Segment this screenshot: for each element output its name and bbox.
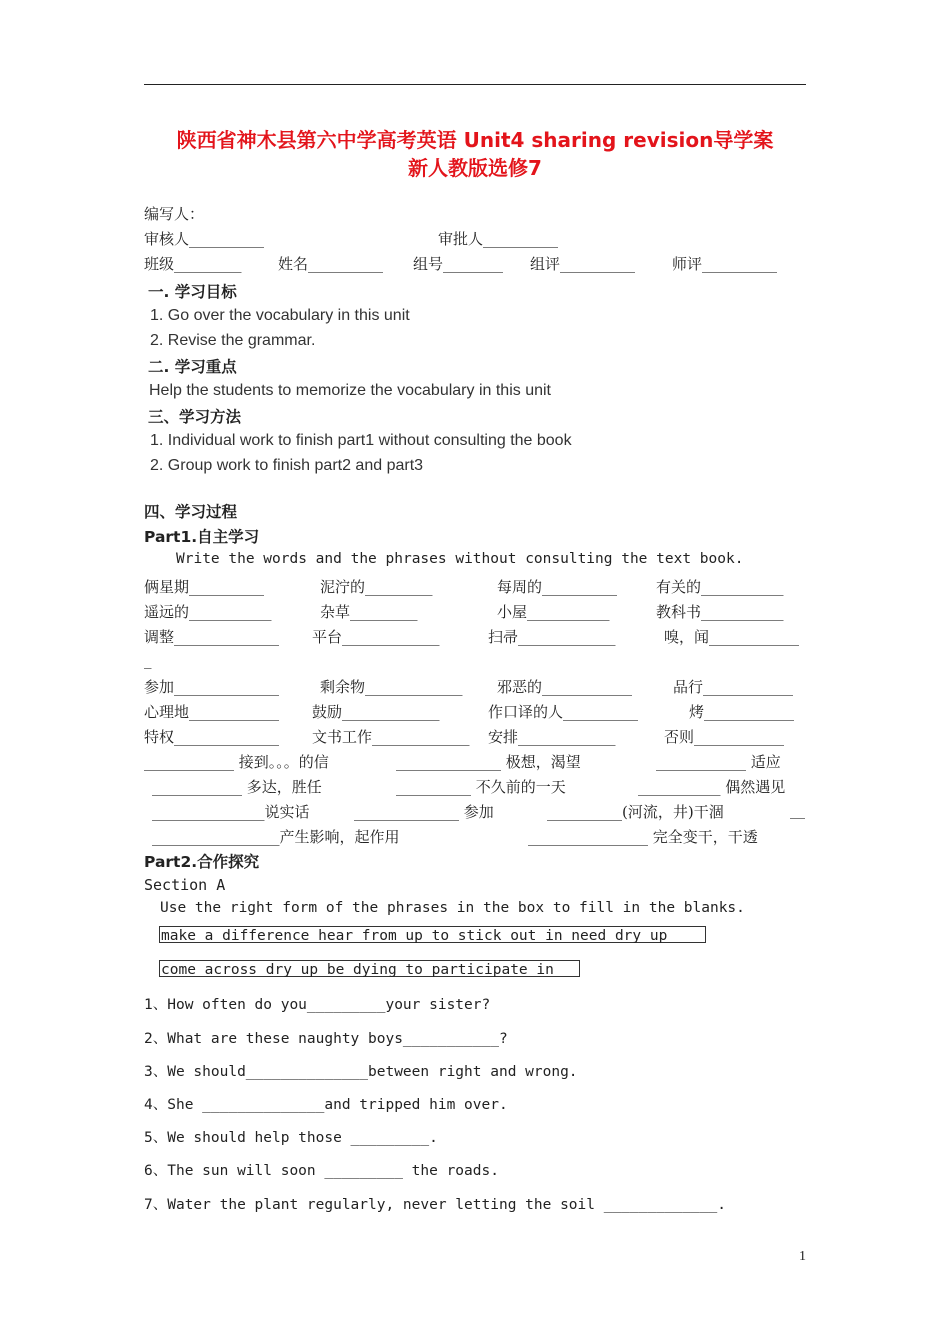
vocab-blank: 遥远的___________	[144, 603, 272, 621]
phrase-blank: ______________ 极想，渴望	[396, 753, 581, 771]
question-item: 4、She ______________and tripped him over.	[144, 1097, 508, 1113]
focus-heading: 二. 学习重点	[148, 358, 237, 376]
vocab-blank: 俩星期__________	[144, 578, 265, 596]
phrase-blank: ____________ 多达，胜任	[152, 778, 322, 796]
vocab-blank: 品行____________	[673, 678, 794, 696]
question-item: 5、We should help those _________.	[144, 1130, 438, 1146]
vocab-blank: 特权______________	[144, 728, 280, 746]
vocab-blank: 参加______________	[144, 678, 280, 696]
phrase-blank: __________ 不久前的一天	[396, 778, 566, 796]
approver-field: 审批人__________	[438, 230, 559, 248]
question-item: 3、We should______________between right and wrong.	[144, 1064, 578, 1080]
vocab-blank: 心理地____________	[144, 703, 280, 721]
phrase-blank: _________________产生影响，起作用	[152, 828, 400, 846]
part1-heading: Part1.自主学习	[144, 528, 260, 546]
focus-text: Help the students to memorize the vocabulary in this unit	[149, 382, 551, 399]
method-heading: 三、学习方法	[148, 408, 242, 426]
vocab-blank: 否则____________	[664, 728, 785, 746]
phrase-blank: ____________ 接到。。。的信	[144, 753, 329, 771]
writer-field: 编写人：	[144, 205, 205, 223]
phrase-blank: ______________ 参加	[354, 803, 494, 821]
phrase-blank: _______________说实话	[152, 803, 310, 821]
top-rule	[144, 84, 806, 85]
vocab-blank: 扫帚_____________	[488, 628, 616, 646]
title-line-2: 新人教版选修7	[408, 156, 542, 180]
vocab-blank: 鼓励_____________	[312, 703, 440, 721]
phrase-blank: __	[790, 801, 805, 819]
title-line-1: 陕西省神木县第六中学高考英语 Unit4 sharing revision导学案	[176, 128, 774, 152]
vocab-blank: 杂草_________	[320, 603, 418, 621]
vocab-blank: 剩余物_____________	[320, 678, 463, 696]
goals-heading: 一. 学习目标	[148, 283, 237, 301]
name-field: 姓名__________	[278, 255, 384, 273]
stray-dash: _	[144, 651, 152, 669]
phrase-blank: ___________ 偶然遇见	[638, 778, 786, 796]
page-number: 1	[799, 1249, 806, 1264]
vocab-blank: 小屋___________	[497, 603, 610, 621]
part1-instruction: Write the words and the phrases without consulting the text book.	[176, 551, 744, 567]
section-a-heading: Section A	[144, 876, 226, 894]
part2-heading: Part2.合作探究	[144, 853, 260, 871]
method-item: 1. Individual work to finish part1 without consulting the book	[150, 432, 572, 449]
question-item: 1、How often do you_________your sister?	[144, 997, 491, 1013]
teacher-eval-field: 师评__________	[672, 255, 778, 273]
group-eval-field: 组评__________	[530, 255, 636, 273]
vocab-blank: 邪恶的____________	[497, 678, 633, 696]
question-item: 2、What are these naughty boys___________?	[144, 1031, 508, 1047]
goal-item: 1. Go over the vocabulary in this unit	[150, 307, 410, 324]
vocab-blank: 作口译的人__________	[488, 703, 639, 721]
phrase-box-1	[159, 926, 706, 943]
vocab-blank: 嗅，闻____________	[664, 628, 800, 646]
group-field: 组号________	[413, 255, 504, 273]
vocab-blank: 平台_____________	[312, 628, 440, 646]
part2-instruction: Use the right form of the phrases in the box to fill in the blanks.	[160, 900, 745, 916]
phrase-blank: ________________ 完全变干，干透	[528, 828, 758, 846]
vocab-blank: 有关的___________	[656, 578, 784, 596]
vocab-blank: 教科书___________	[656, 603, 784, 621]
phrase-box-2-text: come across dry up be dying to participate in	[161, 962, 554, 978]
reviewer-field: 审核人__________	[144, 230, 265, 248]
question-item: 6、The sun will soon _________ the roads.	[144, 1163, 499, 1179]
vocab-blank: 烤____________	[689, 703, 795, 721]
phrase-blank: ____________ 适应	[656, 753, 781, 771]
vocab-blank: 文书工作_____________	[312, 728, 470, 746]
method-item: 2. Group work to finish part2 and part3	[150, 457, 424, 474]
process-heading: 四、学习过程	[144, 503, 238, 521]
phrase-box-1-text: make a difference hear from up to stick out in need dry up	[161, 928, 668, 944]
goal-item: 2. Revise the grammar.	[150, 332, 316, 349]
vocab-blank: 调整______________	[144, 628, 280, 646]
vocab-blank: 安排_____________	[488, 728, 616, 746]
vocab-blank: 泥泞的_________	[320, 578, 433, 596]
class-field: 班级_________	[144, 255, 242, 273]
vocab-blank: 每周的__________	[497, 578, 618, 596]
phrase-box-2	[159, 960, 580, 977]
question-item: 7、Water the plant regularly, never letting the soil _____________.	[144, 1197, 726, 1213]
phrase-blank: __________(河流，井)干涸	[547, 803, 724, 821]
